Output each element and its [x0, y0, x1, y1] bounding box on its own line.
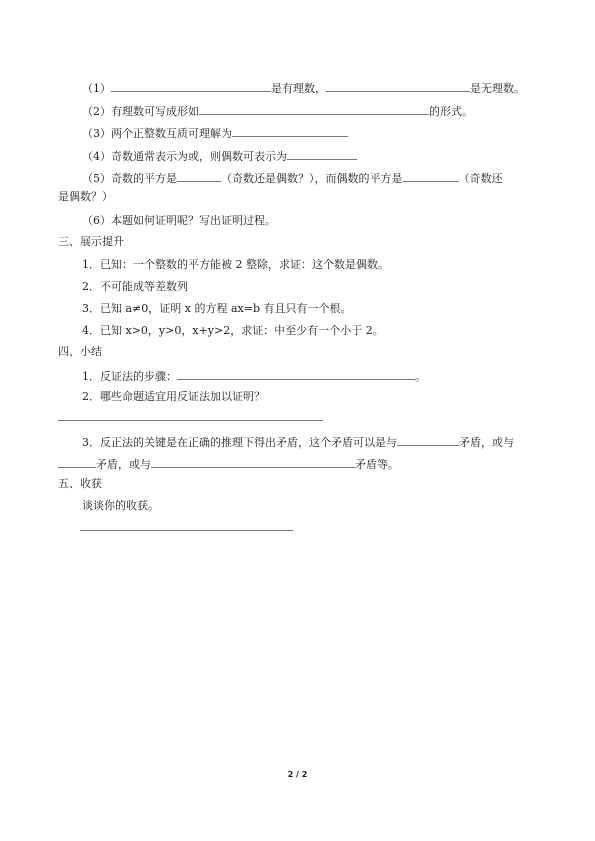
item-text: 有理数可写成形如 — [111, 105, 199, 118]
answer-blank[interactable] — [326, 80, 470, 92]
summary-text: 矛盾，或与 — [96, 458, 151, 471]
exercise-2: 2．不可能成等差数列 — [82, 280, 188, 293]
answer-blank[interactable] — [397, 434, 459, 446]
summary-text: 3．反正法的关键是在正确的推理下得出矛盾，这个矛盾可以是与 — [82, 436, 397, 449]
answer-line[interactable] — [80, 530, 293, 531]
item-number: （3） — [82, 127, 111, 140]
item-text: 的形式。 — [429, 105, 473, 118]
answer-blank[interactable] — [111, 80, 271, 92]
summary-1 — [82, 368, 426, 384]
summary-2: 2．哪些命题适宜用反证法加以证明？ — [82, 390, 265, 403]
item-text: 奇数通常表示为或，则偶数可表示为 — [111, 150, 287, 163]
item-number: （5） — [82, 172, 111, 185]
item-text: 奇数的平方是 — [111, 172, 177, 185]
item-5 — [82, 170, 503, 186]
answer-blank[interactable] — [232, 125, 348, 137]
item-number: （2） — [82, 105, 111, 118]
item-1 — [82, 80, 525, 96]
summary-text: 矛盾，或与 — [459, 436, 514, 449]
summary-text: 。 — [415, 370, 426, 383]
item-number: （6） — [82, 214, 111, 227]
exercise-3: 3．已知 a≠0，证明 x 的方程 ax=b 有且只有一个根。 — [82, 302, 352, 315]
section-heading: 三、展示提升 — [58, 235, 124, 248]
item-text: （奇数还是偶数？），而偶数的平方是 — [221, 172, 403, 185]
item-text: 是无理数。 — [470, 82, 525, 95]
item-3 — [82, 125, 348, 141]
summary-text: 矛盾等。 — [355, 458, 399, 471]
exercise-4: 4．已知 x>0，y>0，x+y>2，求证：中至少有一个小于 2。 — [82, 324, 384, 337]
answer-line[interactable] — [58, 420, 323, 421]
item-5-continued — [58, 190, 113, 204]
answer-blank[interactable] — [199, 103, 429, 115]
summary-text: 1．反证法的步骤： — [82, 370, 177, 383]
item-6 — [82, 214, 276, 228]
answer-blank[interactable] — [177, 170, 221, 182]
item-4 — [82, 148, 357, 164]
item-text: （奇数还 — [458, 172, 503, 185]
item-number: （1） — [82, 82, 111, 95]
section-heading: 四、小结 — [58, 345, 102, 358]
answer-blank[interactable] — [58, 456, 96, 468]
item-2 — [82, 103, 473, 119]
item-text: 两个正整数互质可理解为 — [111, 127, 232, 140]
reflection-prompt: 谈谈你的收获。 — [82, 499, 159, 512]
answer-blank[interactable] — [287, 148, 357, 160]
item-number: （4） — [82, 150, 111, 163]
section-heading: 五、收获 — [58, 477, 102, 490]
item-text: 是有理数， — [271, 82, 326, 95]
answer-blank[interactable] — [151, 456, 355, 468]
answer-blank[interactable] — [403, 170, 459, 182]
item-text: 是偶数？） — [58, 190, 113, 203]
exercise-1: 1．已知：一个整数的平方能被 2 整除，求证：这个数是偶数。 — [82, 258, 389, 271]
page-number: 2 / 2 — [287, 770, 308, 779]
summary-3-continued — [58, 456, 399, 472]
answer-blank[interactable] — [177, 368, 415, 380]
summary-3 — [82, 434, 514, 450]
item-text: 本题如何证明呢？写出证明过程。 — [111, 214, 276, 227]
